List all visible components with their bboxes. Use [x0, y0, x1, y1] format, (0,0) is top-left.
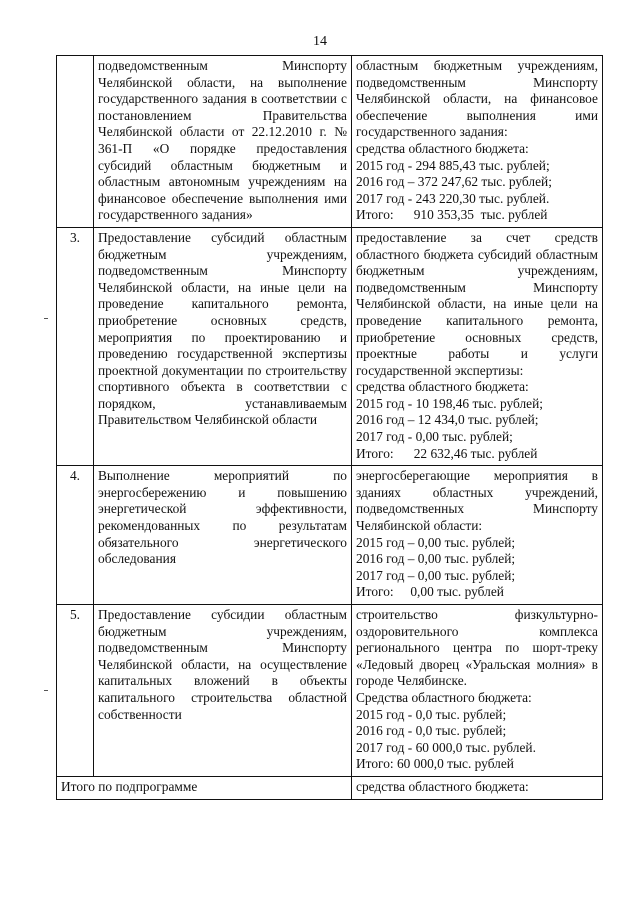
row-description: Предоставление субсидий областным бюджетным учреждениям, подведомственным Минспорту Челябинской области, на иные цели на проведение капитального ремонта, приобретение основных средств, мероприятия по проектированию и проведению государственной экспертизы проектной документации по строительству спортивного объекта в соответствии с порядком, устанавливаемым Правительством Челябинской области — [94, 227, 352, 465]
funding-line: средства областного бюджета: — [356, 379, 529, 395]
funding-line: 2017 год - 243 220,30 тыс. рублей. — [356, 190, 550, 206]
row-number: 5. — [57, 605, 94, 777]
margin-mark — [44, 690, 48, 691]
funding-line: 2015 год - 0,0 тыс. рублей; — [356, 706, 507, 722]
total-label: Итого по подпрограмме — [57, 776, 352, 799]
details-text: энергосберегающие мероприятия в зданиях областных учреждений, подведомственных Минспорту Челябинской области: — [356, 468, 598, 534]
row-description: Выполнение мероприятий по энергосбережению и повышению энергетической эффективности, рекомендованных по результатам обязательного энергетического обследования — [94, 466, 352, 605]
funding-line: 2015 год - 10 198,46 тыс. рублей; — [356, 395, 543, 411]
row-details — [352, 227, 603, 465]
table-row — [57, 466, 603, 605]
funding-line: 2016 год - 0,0 тыс. рублей; — [356, 723, 507, 739]
row-number: 3. — [57, 227, 94, 465]
funding-line: 2016 год – 0,00 тыс. рублей; — [356, 551, 516, 567]
table-row — [57, 56, 603, 228]
details-text: строительство физкультурно-оздоровительного комплекса регионального центра по шорт-треку «Ледовый дворец «Уральская молния» в городе Челябинске. — [356, 607, 598, 689]
subprogram-table — [56, 55, 603, 800]
funding-total: Итого: 910 353,35 тыс. рублей — [356, 207, 548, 223]
margin-mark — [44, 318, 48, 319]
funding-total: Итого: 22 632,46 тыс. рублей — [356, 445, 538, 461]
total-row — [57, 776, 603, 799]
funding-line: 2015 год – 0,00 тыс. рублей; — [356, 534, 516, 550]
funding-line: 2015 год - 294 885,43 тыс. рублей; — [356, 157, 550, 173]
details-text: областным бюджетным учреждениям, подведомственным Минспорту Челябинской области, на финансовое обеспечение выполнения ими государственного задания: — [356, 58, 598, 140]
funding-total: Итого: 60 000,0 тыс. рублей — [356, 756, 514, 772]
funding-line: 2017 год - 0,00 тыс. рублей; — [356, 429, 513, 445]
funding-line: 2017 год – 0,00 тыс. рублей; — [356, 567, 516, 583]
table-row — [57, 605, 603, 777]
funding-line: 2017 год - 60 000,0 тыс. рублей. — [356, 739, 536, 755]
row-description: подведомственным Минспорту Челябинской области, на выполнение государственного задания в соответствии с постановлением Правительства Челябинской области от 22.12.2010 г. № 361-П «О порядке предоставления субсидий областным бюджетным и областным автономным учреждениям на финансовое обеспечение выполнения ими государственного задания» — [94, 56, 352, 228]
funding-total: Итого: 0,00 тыс. рублей — [356, 584, 504, 600]
row-number — [57, 56, 94, 228]
funding-line: средства областного бюджета: — [356, 140, 529, 156]
funding-line: 2016 год – 12 434,0 тыс. рублей; — [356, 412, 539, 428]
row-number: 4. — [57, 466, 94, 605]
funding-line: Средства областного бюджета: — [356, 689, 532, 705]
funding-line: 2016 год – 372 247,62 тыс. рублей; — [356, 174, 552, 190]
row-details — [352, 605, 603, 777]
details-text: предоставление за счет средств областного бюджета субсидий областным бюджетным учреждениям, подведомственным Минспорту Челябинской области, на иные цели на проведение капитального ремонта, приобретение основных средств, проектные работы и услуги государственной экспертизы: — [356, 229, 598, 378]
page-number: 14 — [313, 34, 327, 49]
total-value: средства областного бюджета: — [352, 776, 603, 799]
row-description: Предоставление субсидии областным бюджетным учреждениям, подведомственным Минспорту Челябинской области, на осуществление капитальных вложений в объекты капитального строительства областной собственности — [94, 605, 352, 777]
row-details — [352, 466, 603, 605]
row-details — [352, 56, 603, 228]
table-row — [57, 227, 603, 465]
